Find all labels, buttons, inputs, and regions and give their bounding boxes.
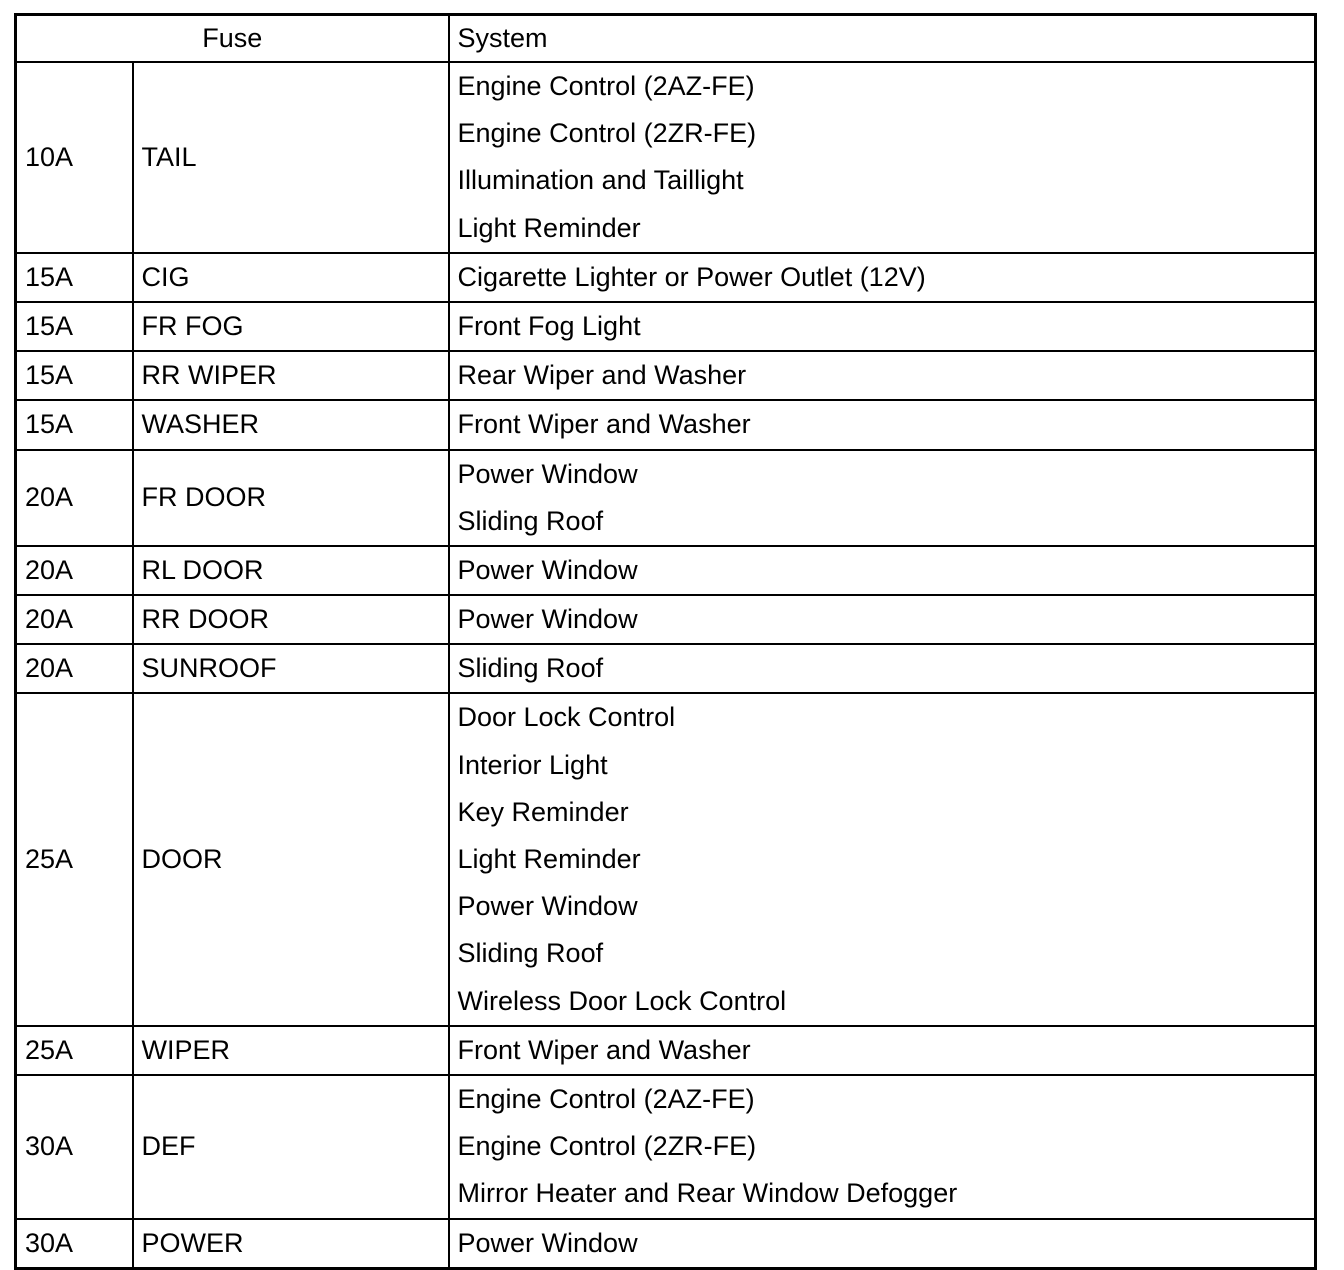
fuse-name: RL DOOR	[133, 546, 449, 595]
system-item: Engine Control (2ZR-FE)	[457, 1131, 757, 1162]
table-row	[16, 546, 1316, 595]
fuse-amperage: 30A	[16, 1075, 133, 1219]
fuse-amperage: 30A	[16, 1219, 133, 1269]
table-row	[16, 62, 1316, 253]
table-row	[16, 1219, 1316, 1269]
fuse-amperage: 15A	[16, 253, 133, 302]
fuse-name: WASHER	[133, 400, 449, 449]
system-item: Power Window	[457, 554, 638, 585]
header-row	[16, 15, 1316, 63]
system-item: Light Reminder	[457, 844, 641, 874]
fuse-name: FR DOOR	[133, 450, 449, 546]
table-row	[16, 450, 1316, 546]
fuse-name: FR FOG	[133, 302, 449, 351]
system-item: Power Window	[457, 458, 638, 489]
system-item: Sliding Roof	[457, 653, 604, 684]
fuse-name: SUNROOF	[133, 644, 449, 693]
system-item: Engine Control (2ZR-FE)	[457, 118, 757, 149]
fuse-systems	[449, 253, 1316, 302]
fuse-amperage: 15A	[16, 302, 133, 351]
fuse-systems	[449, 450, 1316, 546]
fuse-systems	[449, 302, 1316, 351]
system-item: Front Wiper and Washer	[457, 1034, 751, 1065]
table-row	[16, 644, 1316, 693]
table-row	[16, 302, 1316, 351]
fuse-systems	[449, 595, 1316, 644]
system-item: Mirror Heater and Rear Window Defogger	[457, 1178, 958, 1209]
system-item: Power Window	[457, 1227, 638, 1258]
fuse-name: WIPER	[133, 1026, 449, 1075]
fuse-name: TAIL	[133, 62, 449, 253]
fuse-systems	[449, 400, 1316, 449]
fuse-systems	[449, 1075, 1316, 1219]
fuse-amperage: 15A	[16, 400, 133, 449]
fuse-systems	[449, 62, 1316, 253]
fuse-amperage: 10A	[16, 62, 133, 253]
fuse-amperage: 20A	[16, 644, 133, 693]
system-item: Cigarette Lighter or Power Outlet (12V)	[457, 261, 926, 292]
system-item: Power Window	[457, 604, 638, 635]
table-row	[16, 253, 1316, 302]
system-item: Power Window	[457, 891, 638, 922]
fuse-amperage: 20A	[16, 595, 133, 644]
fuse-systems	[449, 693, 1316, 1025]
table-row	[16, 693, 1316, 1025]
fuse-systems	[449, 644, 1316, 693]
fuse-name: DOOR	[133, 693, 449, 1025]
fuse-amperage: 25A	[16, 1026, 133, 1075]
system-item: Door Lock Control	[457, 702, 676, 733]
system-header: System	[449, 15, 1316, 63]
system-item: Key Reminder	[457, 796, 629, 827]
table-row	[16, 351, 1316, 400]
fuse-systems	[449, 351, 1316, 400]
fuse-systems	[449, 1219, 1316, 1269]
system-item: Sliding Roof	[457, 505, 604, 536]
system-item: Sliding Roof	[457, 938, 604, 969]
system-item: Engine Control (2AZ-FE)	[457, 71, 755, 101]
fuse-name: DEF	[133, 1075, 449, 1219]
fuse-table-body	[16, 62, 1316, 1268]
system-item: Wireless Door Lock Control	[457, 985, 787, 1016]
fuse-name: RR WIPER	[133, 351, 449, 400]
fuse-systems	[449, 1026, 1316, 1075]
fuse-amperage: 15A	[16, 351, 133, 400]
system-item: Engine Control (2AZ-FE)	[457, 1083, 755, 1114]
fuse-amperage: 20A	[16, 450, 133, 546]
fuse-name: POWER	[133, 1219, 449, 1269]
table-row	[16, 595, 1316, 644]
system-item: Light Reminder	[457, 212, 641, 243]
fuse-systems	[449, 546, 1316, 595]
fuse-name: CIG	[133, 253, 449, 302]
system-item: Rear Wiper and Washer	[457, 360, 747, 391]
table-row	[16, 400, 1316, 449]
fuse-table	[14, 13, 1317, 1270]
system-item: Front Wiper and Washer	[457, 409, 751, 440]
fuse-header: Fuse	[16, 15, 449, 63]
table-row	[16, 1075, 1316, 1219]
fuse-name: RR DOOR	[133, 595, 449, 644]
fuse-amperage: 20A	[16, 546, 133, 595]
table-row	[16, 1026, 1316, 1075]
system-item: Front Fog Light	[457, 310, 641, 341]
fuse-amperage: 25A	[16, 693, 133, 1025]
system-item: Illumination and Taillight	[457, 165, 744, 196]
system-item: Interior Light	[457, 749, 608, 780]
